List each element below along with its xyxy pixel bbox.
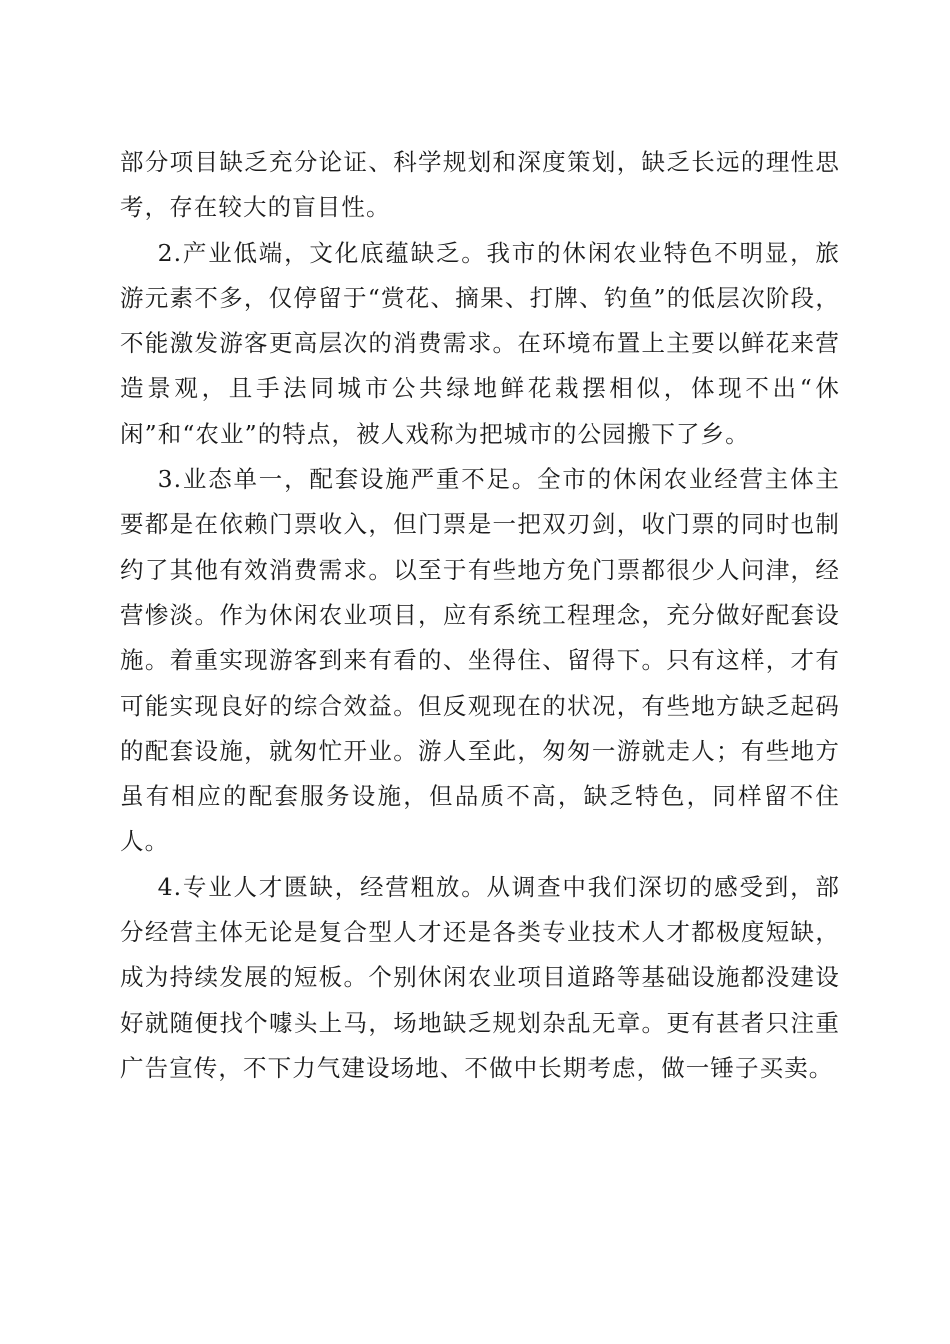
document-body: [120, 140, 840, 1091]
paragraph-single-format: 3.业态单一，配套设施严重不足。全市的休闲农业经营主体主要都是在依赖门票收入，但门票是一把双刃剑，收门票的同时也制约了其他有效消费需求。以至于有些地方免门票都很少人问津，经营惨淡。作为休闲农业项目，应有系统工程理念，充分做好配套设施。着重实现游客到来有看的、坐得住、留得下。只有这样，才有可能实现良好的综合效益。但反观现在的状况，有些地方缺乏起码的配套设施，就匆忙开业。游人至此，匆匆一游就走人；有些地方虽有相应的配套服务设施，但品质不高，缺乏特色，同样留不住人。: [120, 465, 840, 856]
paragraph-continuation: 部分项目缺乏充分论证、科学规划和深度策划，缺乏长远的理性思考，存在较大的盲目性。: [120, 148, 840, 222]
paragraph-industry-low-end: 2.产业低端，文化底蕴缺乏。我市的休闲农业特色不明显，旅游元素不多，仅停留于“赏花、摘果、打牌、钓鱼”的低层次阶段，不能激发游客更高层次的消费需求。在环境布置上主要以鲜花来营造景观，且手法同城市公共绿地鲜花栽摆相似，体现不出“休闲”和“农业”的特点，被人戏称为把城市的公园搬下了乡。: [120, 238, 840, 448]
paragraph-talent-shortage: 4.专业人才匮缺，经营粗放。从调查中我们深切的感受到，部分经营主体无论是复合型人才还是各类专业技术人才都极度短缺，成为持续发展的短板。个别休闲农业项目道路等基础设施都没建设好就随便找个噱头上马，场地缺乏规划杂乱无章。更有甚者只注重广告宣传，不下力气建设场地、不做中长期考虑，做一锤子买卖。: [120, 872, 840, 1082]
